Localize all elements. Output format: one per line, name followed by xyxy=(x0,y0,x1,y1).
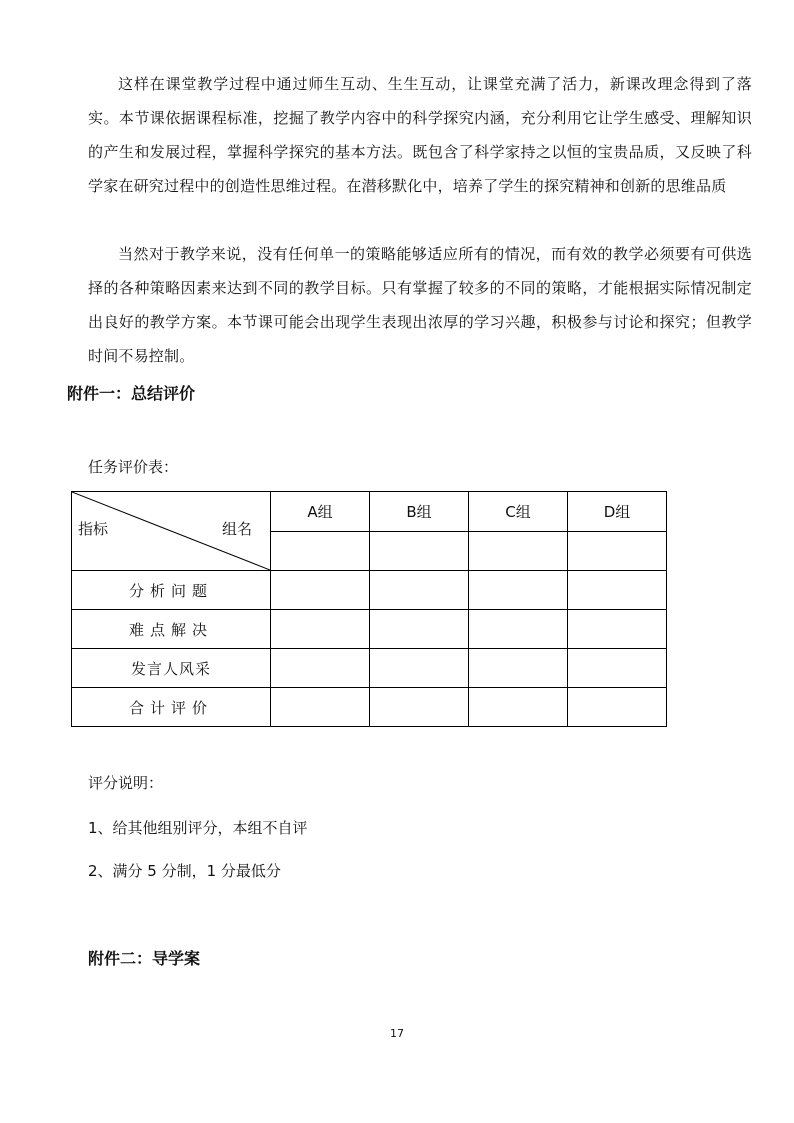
table-cell xyxy=(568,649,667,688)
table-cell xyxy=(370,610,469,649)
column-header-d: D组 xyxy=(568,492,667,532)
diagonal-header-cell xyxy=(72,492,271,571)
table-cell xyxy=(568,610,667,649)
column-header-a: A组 xyxy=(271,492,370,532)
table-cell xyxy=(271,531,370,571)
table-cell xyxy=(370,531,469,571)
table-row xyxy=(72,610,667,649)
scoring-notes-title: 评分说明： xyxy=(88,774,164,792)
body-paragraph-1: 这样在课堂教学过程中通过师生互动、生生互动，让课堂充满了活力，新课改理念得到了落实。本节课依据课程标准，挖掘了教学内容中的科学探究内涵，充分利用它让学生感受、理解知识的产生和发展过程，掌握科学探究的基本方法。既包含了科学家持之以恒的宝贵品质，又反映了科学家在研究过程中的创造性思维过程。在潜移默化中，培养了学生的探究精神和创新的思维品质 xyxy=(88,75,752,195)
column-header-b: B组 xyxy=(370,492,469,532)
table-cell xyxy=(370,649,469,688)
column-header-c: C组 xyxy=(469,492,568,532)
table-row xyxy=(72,571,667,610)
table-cell xyxy=(271,688,370,727)
table-cell xyxy=(469,531,568,571)
table-cell xyxy=(271,649,370,688)
table-header-row xyxy=(72,492,667,532)
body-paragraph-2: 当然对于教学来说，没有任何单一的策略能够适应所有的情况，而有效的教学必须要有可供选择的各种策略因素来达到不同的教学目标。只有掌握了较多的不同的策略，才能根据实际情况制定出良好的教学方案。本节课可能会出现学生表现出浓厚的学习兴趣，积极参与讨论和探究；但教学时间不易控制。 xyxy=(88,245,752,365)
table-cell xyxy=(469,610,568,649)
appendix-2-title: 附件二：导学案 xyxy=(88,949,201,968)
table-caption: 任务评价表： xyxy=(88,458,179,476)
row-label-analysis: 分析问题 xyxy=(72,571,271,610)
appendix-1-title: 附件一：总结评价 xyxy=(67,384,196,403)
row-label-speaker: 发言人风采 xyxy=(72,649,271,688)
row-label-difficulty: 难点解决 xyxy=(72,610,271,649)
evaluation-table xyxy=(71,491,667,727)
group-name-label: 组名 xyxy=(222,520,253,538)
table-cell xyxy=(568,531,667,571)
table-cell xyxy=(271,610,370,649)
table-row xyxy=(72,649,667,688)
table-cell xyxy=(370,571,469,610)
table-cell xyxy=(370,688,469,727)
scoring-note-1: 1、给其他组别评分，本组不自评 xyxy=(88,819,308,837)
table-cell xyxy=(469,688,568,727)
table-row xyxy=(72,688,667,727)
table-cell xyxy=(469,571,568,610)
row-label-total: 合计评价 xyxy=(72,688,271,727)
scoring-note-2: 2、满分 5 分制，1 分最低分 xyxy=(88,862,281,880)
table-cell xyxy=(568,571,667,610)
table-cell xyxy=(469,649,568,688)
table-cell xyxy=(568,688,667,727)
page-number: 17 xyxy=(390,1027,404,1040)
indicator-label: 指标 xyxy=(78,520,109,538)
table-cell xyxy=(271,571,370,610)
